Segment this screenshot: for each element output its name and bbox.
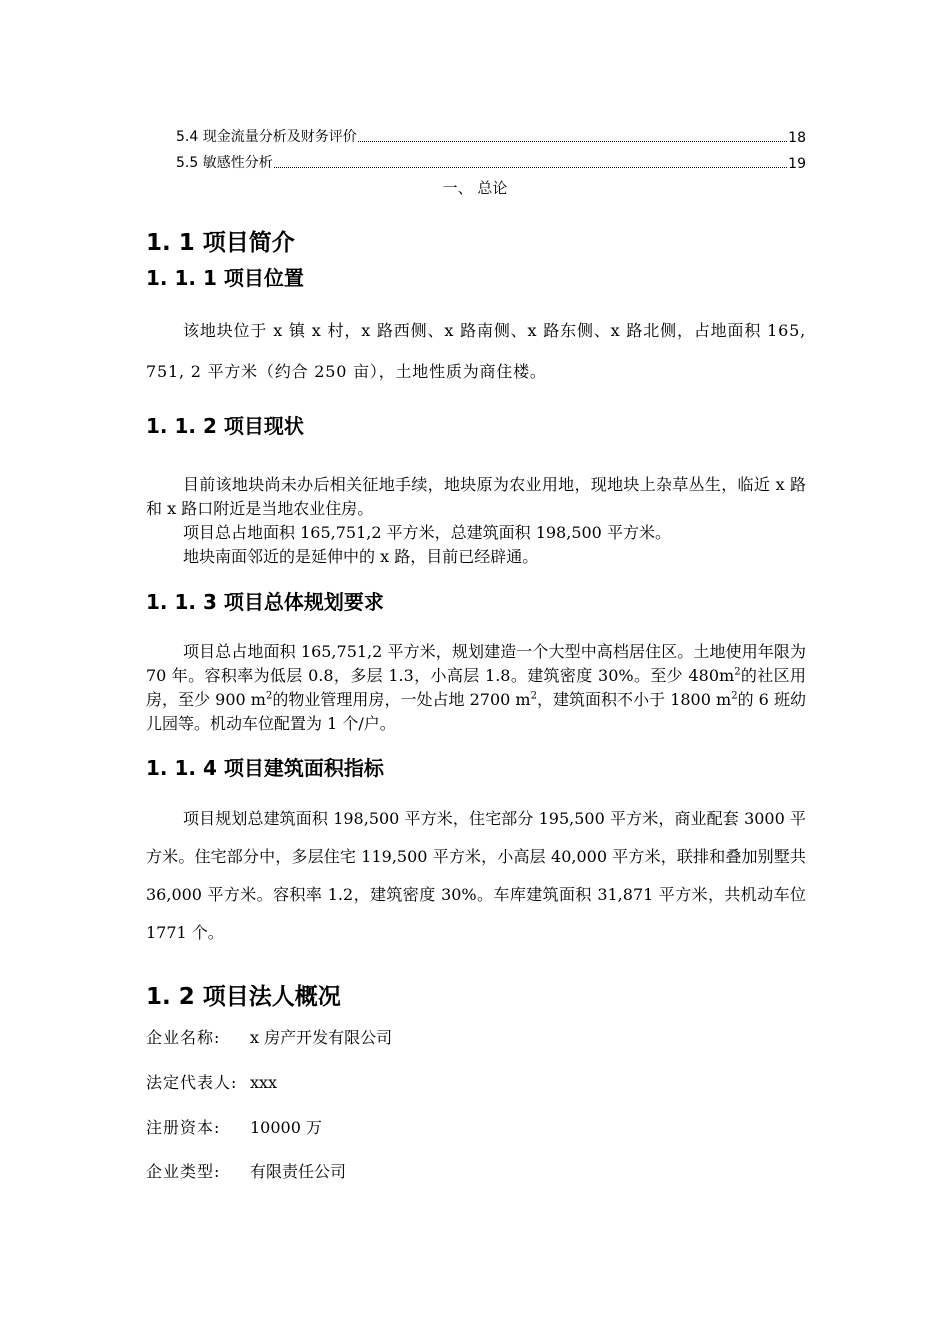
paragraph-text: 项目规划总建筑面积 198,500 平方米，住宅部分 195,500 平方米，商业配套 3000 平方米。住宅部分中，多层住宅 119,500 平方米，小高层 40,000 平方米，联排和叠加别墅共 36,000 平方米。容积率 1.2，建筑密度 30%。车库建筑面积 31,871 平方米，共机动车位 1771 个。 [146, 809, 806, 942]
company-type-row [146, 1159, 346, 1182]
field-label: 注册资本: [146, 1118, 221, 1137]
field-value: 有限责任公司 [250, 1162, 347, 1181]
heading-1-1-3: 1. 1. 3 项目总体规划要求 [146, 590, 384, 614]
toc-page-number: 18 [788, 130, 806, 146]
toc-label: 5.4 现金流量分析及财务评价 [176, 129, 357, 145]
heading-1-2: 1. 2 项目法人概况 [146, 984, 341, 1010]
toc-label: 5.5 敏感性分析 [176, 155, 273, 171]
paragraph-text: 项目总占地面积 165,751,2 平方米，规划建造一个大型中高档居住区。土地使用年限为 70 年。容积率为低层 0.8，多层 1.3，小高层 1.8。建筑密度 30%。至少 $480m^2$的社区用房，至少 900 $m^2$的物业管理用房，一处占地 2700 $m^2$，建筑面积不小于 1800 $m^2$的 6 班幼儿园等。机动车位配置为 1 个/户。 [146, 642, 806, 733]
toc-page-number: 19 [788, 156, 806, 172]
paragraph-planning [146, 640, 806, 736]
paragraph-text: 目前该地块尚未办后相关征地手续，地块原为农业用地，现地块上杂草丛生，临近 x 路和 x 路口附近是当地农业住房。 [146, 475, 806, 518]
field-label: 企业名称: [146, 1028, 221, 1047]
heading-1-1-2: 1. 1. 2 项目现状 [146, 414, 304, 438]
field-value: x 房产开发有限公司 [250, 1028, 393, 1047]
field-label: 企业类型: [146, 1162, 221, 1181]
company-name-row [146, 1025, 392, 1048]
toc-leader-dots [358, 141, 787, 142]
heading-1-1-4: 1. 1. 4 项目建筑面积指标 [146, 756, 384, 780]
field-value: 10000 万 [250, 1118, 322, 1137]
field-value: xxx [250, 1073, 278, 1092]
paragraph-text: 地块南面邻近的是延伸中的 x 路，目前已经辟通。 [183, 547, 539, 566]
heading-1-1: 1. 1 项目简介 [146, 230, 295, 256]
registered-capital-row [146, 1115, 322, 1138]
paragraph-text: 项目总占地面积 165,751,2 平方米，总建筑面积 198,500 平方米。 [183, 523, 671, 542]
field-label: 法定代表人: [146, 1073, 238, 1092]
toc-entry-5-4[interactable] [176, 126, 806, 146]
paragraph-location [146, 310, 806, 392]
paragraph-area [146, 800, 806, 952]
heading-1-1-1: 1. 1. 1 项目位置 [146, 266, 304, 290]
chapter-title: 一、 总论 [442, 179, 508, 197]
toc-entry-5-5[interactable] [176, 152, 806, 172]
legal-representative-row [146, 1070, 277, 1093]
paragraph-status [146, 473, 806, 569]
paragraph-text: 该地块位于 x 镇 x 村，x 路西侧、x 路南侧、x 路东侧、x 路北侧，占地面积 165, 751, 2 平方米（约合 250 亩），土地性质为商住楼。 [146, 321, 806, 381]
toc-leader-dots [274, 167, 787, 168]
